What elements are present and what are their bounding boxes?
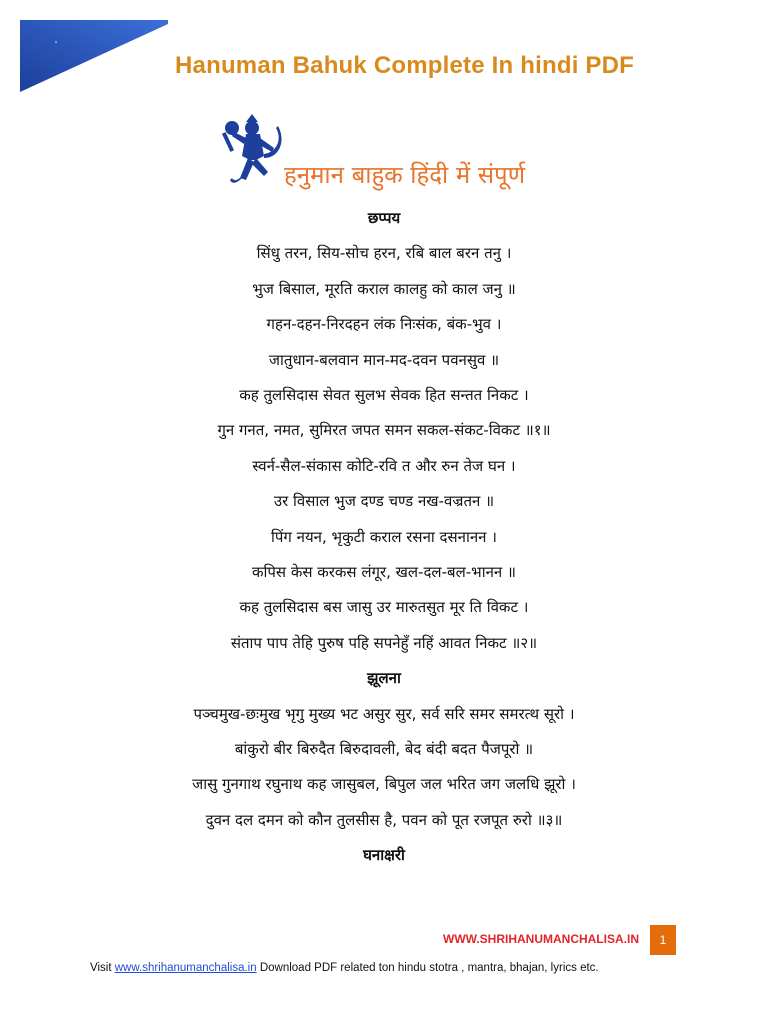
verse-line: उर विसाल भुज दण्ड चण्ड नख-वज्रतन ॥ [273,492,495,511]
verse-line: पञ्चमुख-छःमुख भृगु मुख्य भट असुर सुर, सर्व सरि समर समरत्थ सूरो । [193,704,575,723]
verse-line: संताप पाप तेहि पुरुष पहि सपनेहुँ नहिं आवत निकट ॥२॥ [230,633,538,652]
footer-link[interactable]: www.shrihanumanchalisa.in [114,962,257,974]
verse-heading: झूलना [367,669,401,688]
verse-line: सिंधु तरन, सिय-सोच हरन, रबि बाल बरन तनु । [256,244,512,263]
footer-visit-suffix: Download PDF related ton hindu stotra , mantra, bhajan, lyrics etc. [256,962,599,974]
verse-line: गहन-दहन-निरदहन लंक निःसंक, बंक-भुव । [266,315,502,334]
hindi-title: हनुमान बाहुक हिंदी में संपूर्ण [284,161,526,189]
verse-line: कपिस केस करकस लंगूर, खल-दल-बल-भानन ॥ [251,563,516,581]
page-number: 1 [650,925,676,955]
verse-heading: छप्पय [367,209,401,227]
verse-line: कह तुलसिदास बस जासु उर मारुतसुत मूर ति विकट । [239,598,529,617]
verse-line: भुज बिसाल, मूरति कराल कालहु को काल जनु ॥ [252,279,516,298]
footer-visit-prefix: Visit [90,962,115,974]
verse-line: कह तुलसिदास सेवत सुलभ सेवक हित सन्तत निकट । [239,386,529,404]
verse-line: दुवन दल दमन को कौन तुलसीस है, पवन को पूत रजपूत रुरो ॥३॥ [205,810,563,829]
verse-line: गुन गनत, नमत, सुमिरत जपत समन सकल-संकट-विकट ॥१॥ [217,421,551,440]
verse-line: जासु गुनगाथ रघुनाथ कह जासुबल, बिपुल जल भरित जग जलधि झूरो । [192,775,576,794]
hanuman-figure-icon [222,114,286,188]
verse-heading: घनाक्षरी [363,846,405,865]
verse-line: पिंग नयन, भृकुटी कराल रसना दसनानन । [271,527,497,546]
corner-decoration [20,20,168,92]
footer-note [90,962,599,974]
footer-website: WWW.SHRIHANUMANCHALISA.IN [443,932,639,946]
document-title: Hanuman Bahuk Complete In hindi PDF [175,52,635,79]
verse-line: स्वर्न-सैल-संकास कोटि-रवि त और रुन तेज घन । [252,456,516,475]
verse-line: बांकुरो बीर बिरुदैत बिरुदावली, बेद बंदी बदत पैजपूरो ॥ [234,740,534,758]
verse-line: जातुधान-बलवान मान-मद-दवन पवनसुव ॥ [268,350,500,369]
